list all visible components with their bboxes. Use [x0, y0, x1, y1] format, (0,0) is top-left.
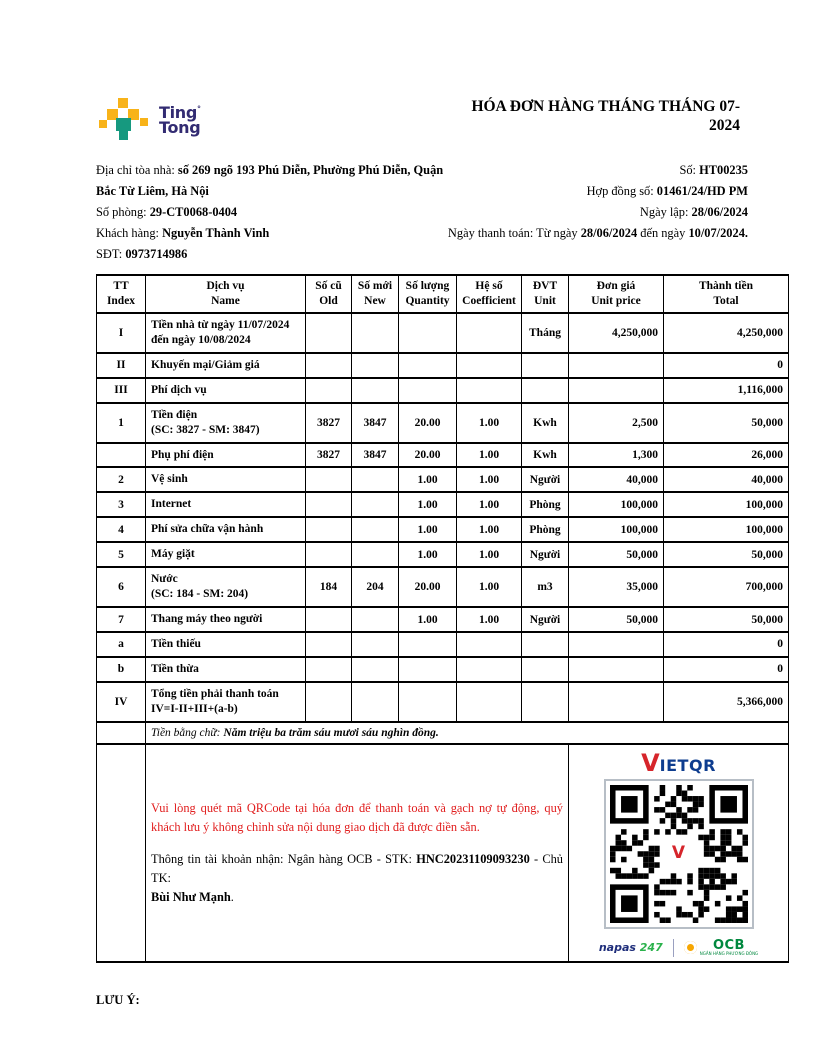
cell-coef: 1.00 — [457, 443, 522, 468]
cell-old — [306, 353, 352, 378]
invoice-title — [440, 97, 740, 136]
logo-line1: Ting — [159, 103, 198, 122]
ocb-logo-icon — [684, 941, 697, 954]
footer-note-label: LƯU Ý: — [96, 992, 140, 1007]
cell-price — [569, 378, 664, 403]
cell-price: 100,000 — [569, 517, 664, 542]
cell-old — [306, 517, 352, 542]
cell-old: 3827 — [306, 443, 352, 468]
payment-mid: đến ngày — [637, 226, 689, 240]
cell-total: 50,000 — [664, 607, 789, 632]
cell-price — [569, 682, 664, 722]
cell-price: 2,500 — [569, 403, 664, 443]
cell-name: Tổng tiền phải thanh toán IV=I-II+III+(a-b) — [146, 682, 306, 722]
table-row — [97, 492, 789, 517]
cell-old: 184 — [306, 567, 352, 607]
cell-new — [352, 313, 399, 353]
amount-in-words-spacer-cell — [97, 722, 146, 744]
header-row — [97, 275, 789, 313]
cell-new — [352, 467, 399, 492]
cell-unit — [522, 682, 569, 722]
cell-qty — [399, 657, 457, 682]
cell-name: Tiền nhà từ ngày 11/07/2024 đến ngày 10/08/2024 — [146, 313, 306, 353]
cell-name: Khuyến mại/Giảm giá — [146, 353, 306, 378]
cell-qty: 20.00 — [399, 443, 457, 468]
cell-price: 4,250,000 — [569, 313, 664, 353]
cell-old — [306, 657, 352, 682]
account-info-text — [151, 850, 563, 906]
cell-total: 100,000 — [664, 517, 789, 542]
cell-old — [306, 467, 352, 492]
cell-qty: 1.00 — [399, 492, 457, 517]
cell-old — [306, 542, 352, 567]
cell-unit — [522, 378, 569, 403]
table-row — [97, 567, 789, 607]
cell-old — [306, 682, 352, 722]
cell-coef: 1.00 — [457, 542, 522, 567]
header — [96, 97, 788, 145]
payment-period — [448, 223, 748, 244]
table-row — [97, 517, 789, 542]
cell-unit — [522, 353, 569, 378]
qr-code-cell — [569, 744, 789, 962]
invoice-title-line2: 2024 — [709, 117, 740, 135]
invoice-title-line1: HÓA ĐƠN HÀNG THÁNG THÁNG 07- — [471, 98, 740, 115]
cell-index: 5 — [97, 542, 146, 567]
cell-name: Tiền điện (SC: 3827 - SM: 3847) — [146, 403, 306, 443]
qr-code-frame — [604, 779, 754, 929]
logo-reg-mark: ° — [197, 104, 201, 114]
cell-index: III — [97, 378, 146, 403]
cell-index: I — [97, 313, 146, 353]
invoice-table — [96, 274, 789, 963]
cell-coef — [457, 682, 522, 722]
table-row — [97, 632, 789, 657]
ocb-subtitle: NGÂN HÀNG PHƯƠNG ĐÔNG — [699, 951, 759, 957]
room-label: Số phòng: — [96, 205, 150, 219]
account-suffix: . — [230, 889, 234, 904]
cell-qty: 20.00 — [399, 567, 457, 607]
amount-in-words-cell — [146, 722, 789, 744]
customer-label: Khách hàng: — [96, 226, 163, 240]
cell-total: 0 — [664, 632, 789, 657]
cell-new — [352, 353, 399, 378]
invoice-table-head — [97, 275, 789, 313]
cell-unit: Phòng — [522, 517, 569, 542]
cell-index: 2 — [97, 467, 146, 492]
cell-name: Tiền thiếu — [146, 632, 306, 657]
cell-coef: 1.00 — [457, 492, 522, 517]
phone-label: SĐT: — [96, 247, 126, 261]
payment-qr-row — [97, 744, 789, 962]
issue-date — [640, 202, 748, 223]
cell-total: 0 — [664, 657, 789, 682]
cell-old — [306, 313, 352, 353]
cell-new — [352, 607, 399, 632]
cell-price — [569, 353, 664, 378]
column-header: Thành tiền Total — [664, 275, 789, 313]
cell-index: 6 — [97, 567, 146, 607]
napas-label: napas — [598, 941, 640, 955]
cell-total: 700,000 — [664, 567, 789, 607]
cell-price: 50,000 — [569, 607, 664, 632]
cell-name: Thang máy theo người — [146, 607, 306, 632]
cell-total: 40,000 — [664, 467, 789, 492]
payment-prefix: Ngày thanh toán: Từ ngày — [447, 226, 581, 240]
building-address-line2 — [96, 181, 209, 202]
cell-index: 1 — [97, 403, 146, 443]
cell-total: 4,250,000 — [664, 313, 789, 353]
cell-name: Phí sửa chữa vận hành — [146, 517, 306, 542]
cell-qty: 20.00 — [399, 403, 457, 443]
vietqr-rest: IETQR — [659, 755, 716, 775]
cell-unit: Phòng — [522, 492, 569, 517]
cell-coef — [457, 657, 522, 682]
cell-total: 5,366,000 — [664, 682, 789, 722]
issue-label: Ngày lập: — [639, 205, 692, 219]
cell-old — [306, 632, 352, 657]
brand-divider — [673, 939, 674, 957]
issue-value: 28/06/2024 — [691, 205, 748, 219]
cell-total: 50,000 — [664, 542, 789, 567]
cell-coef — [457, 632, 522, 657]
cell-coef — [457, 313, 522, 353]
cell-index: 3 — [97, 492, 146, 517]
cell-unit: Kwh — [522, 443, 569, 468]
cell-index: IV — [97, 682, 146, 722]
cell-price: 50,000 — [569, 542, 664, 567]
cell-total: 26,000 — [664, 443, 789, 468]
napas-247-logo — [599, 941, 663, 954]
invoice-info — [96, 160, 748, 265]
cell-unit: Tháng — [522, 313, 569, 353]
cell-total: 50,000 — [664, 403, 789, 443]
cell-new: 3847 — [352, 403, 399, 443]
cell-old — [306, 607, 352, 632]
invoice-table-body — [97, 313, 789, 722]
amount-in-words-row — [97, 722, 789, 744]
ocb-logo-text — [700, 939, 758, 956]
cell-new: 204 — [352, 567, 399, 607]
cell-new — [352, 542, 399, 567]
table-row — [97, 403, 789, 443]
info-line-5 — [96, 244, 748, 265]
cell-price: 35,000 — [569, 567, 664, 607]
tingtong-logo — [96, 97, 201, 145]
customer-value: Nguyễn Thành Vinh — [162, 226, 270, 240]
cell-index: a — [97, 632, 146, 657]
cell-old — [306, 492, 352, 517]
cell-qty — [399, 313, 457, 353]
table-row — [97, 542, 789, 567]
tingtong-logo-icon — [96, 97, 152, 145]
cell-index: b — [97, 657, 146, 682]
table-row — [97, 313, 789, 353]
cell-qty — [399, 632, 457, 657]
info-line-4 — [96, 223, 748, 244]
cell-coef — [457, 353, 522, 378]
payment-note-cell — [146, 744, 569, 962]
cell-qty: 1.00 — [399, 542, 457, 567]
cell-new — [352, 682, 399, 722]
cell-name: Phụ phí điện — [146, 443, 306, 468]
cell-name: Phí dịch vụ — [146, 378, 306, 403]
cell-total: 1,116,000 — [664, 378, 789, 403]
column-header: Hệ số Coefficient — [457, 275, 522, 313]
column-header: Số lượng Quantity — [399, 275, 457, 313]
cell-total: 0 — [664, 353, 789, 378]
column-header: TT Index — [97, 275, 146, 313]
payment-suffix: . — [744, 226, 748, 240]
cell-name: Máy giặt — [146, 542, 306, 567]
table-row — [97, 682, 789, 722]
address-value: số 269 ngõ 193 Phú Diễn, Phường Phú Diễn, Quận — [177, 163, 444, 177]
amount-in-words-label: Tiền bằng chữ: — [151, 726, 224, 739]
column-header: Dịch vụ Name — [146, 275, 306, 313]
building-address — [96, 160, 443, 181]
qr-brand-row — [574, 939, 783, 957]
number-value: HT00235 — [699, 163, 748, 177]
column-header: Đơn giá Unit price — [569, 275, 664, 313]
contract-value: 01461/24/HD PM — [656, 184, 748, 198]
cell-new — [352, 632, 399, 657]
cell-qty — [399, 353, 457, 378]
cell-coef: 1.00 — [457, 467, 522, 492]
footer-note — [96, 993, 788, 1008]
cell-name: Internet — [146, 492, 306, 517]
cell-qty: 1.00 — [399, 517, 457, 542]
amount-in-words-value: Năm triệu ba trăm sáu mươi sáu nghìn đồng. — [223, 726, 439, 739]
vietqr-logo — [574, 748, 783, 777]
cell-name: Nước (SC: 184 - SM: 204) — [146, 567, 306, 607]
cell-unit: m3 — [522, 567, 569, 607]
cell-qty: 1.00 — [399, 607, 457, 632]
cell-coef: 1.00 — [457, 517, 522, 542]
cell-price — [569, 657, 664, 682]
cell-old — [306, 378, 352, 403]
cell-new — [352, 492, 399, 517]
cell-index: 4 — [97, 517, 146, 542]
table-row — [97, 657, 789, 682]
column-header: Số mới New — [352, 275, 399, 313]
account-prefix: Thông tin tài khoản nhận: Ngân hàng OCB - STK: — [151, 852, 417, 867]
info-line-3 — [96, 202, 748, 223]
column-header: Số cũ Old — [306, 275, 352, 313]
table-row — [97, 607, 789, 632]
napas-247: 247 — [639, 941, 663, 955]
cell-unit: Người — [522, 542, 569, 567]
cell-price — [569, 632, 664, 657]
cell-price: 100,000 — [569, 492, 664, 517]
cell-total: 100,000 — [664, 492, 789, 517]
table-row — [97, 443, 789, 468]
cell-new — [352, 517, 399, 542]
account-number: HNC20231109093230 — [416, 852, 530, 867]
cell-coef: 1.00 — [457, 607, 522, 632]
cell-index — [97, 443, 146, 468]
logo-line2: Tong — [159, 118, 201, 138]
table-row — [97, 378, 789, 403]
address-label: Địa chỉ tòa nhà: — [96, 163, 178, 177]
cell-coef: 1.00 — [457, 403, 522, 443]
room-value: 29-CT0068-0404 — [149, 205, 238, 219]
cell-index: 7 — [97, 607, 146, 632]
cell-qty: 1.00 — [399, 467, 457, 492]
cell-qty — [399, 378, 457, 403]
info-line-1 — [96, 160, 748, 181]
cell-unit: Người — [522, 467, 569, 492]
qr-center-logo: V — [667, 842, 691, 866]
vietqr-v: V — [641, 748, 660, 777]
cell-coef: 1.00 — [457, 567, 522, 607]
room-number — [96, 202, 237, 223]
info-line-2 — [96, 181, 748, 202]
cell-name: Tiền thừa — [146, 657, 306, 682]
cell-old: 3827 — [306, 403, 352, 443]
tingtong-logo-text — [159, 103, 201, 138]
cell-price: 40,000 — [569, 467, 664, 492]
customer-name — [96, 223, 269, 244]
cell-unit: Kwh — [522, 403, 569, 443]
cell-new: 3847 — [352, 443, 399, 468]
cell-new — [352, 378, 399, 403]
cell-index: II — [97, 353, 146, 378]
table-row — [97, 353, 789, 378]
payment-row-spacer-cell — [97, 744, 146, 962]
cell-qty — [399, 682, 457, 722]
cell-new — [352, 657, 399, 682]
phone-value: 0973714986 — [125, 247, 188, 261]
payment-from-date: 28/06/2024 — [580, 226, 638, 240]
cell-unit — [522, 657, 569, 682]
contract-label: Hợp đồng số: — [586, 184, 657, 198]
invoice-number — [679, 160, 748, 181]
ocb-label: OCB — [712, 938, 745, 954]
table-row — [97, 467, 789, 492]
cell-unit — [522, 632, 569, 657]
cell-name: Vệ sinh — [146, 467, 306, 492]
qr-instruction-text: Vui lòng quét mã QRCode tại hóa đơn để thanh toán và gạch nợ tự động, quý khách lưu ý không chỉnh sửa nội dung giao dịch đã được điền sẵn. — [151, 801, 563, 834]
customer-phone — [96, 244, 187, 265]
number-label: Số: — [679, 163, 700, 177]
invoice-table-footer — [97, 722, 789, 962]
cell-coef — [457, 378, 522, 403]
account-mid: - Chủ TK: — [151, 852, 563, 886]
cell-unit: Người — [522, 607, 569, 632]
payment-to-date: 10/07/2024 — [688, 226, 745, 240]
account-holder: Bùi Như Mạnh — [151, 889, 231, 904]
contract-number — [587, 181, 748, 202]
cell-price: 1,300 — [569, 443, 664, 468]
ocb-logo — [684, 939, 758, 956]
column-header: ĐVT Unit — [522, 275, 569, 313]
address-value-line2: Bắc Từ Liêm, Hà Nội — [96, 184, 209, 198]
